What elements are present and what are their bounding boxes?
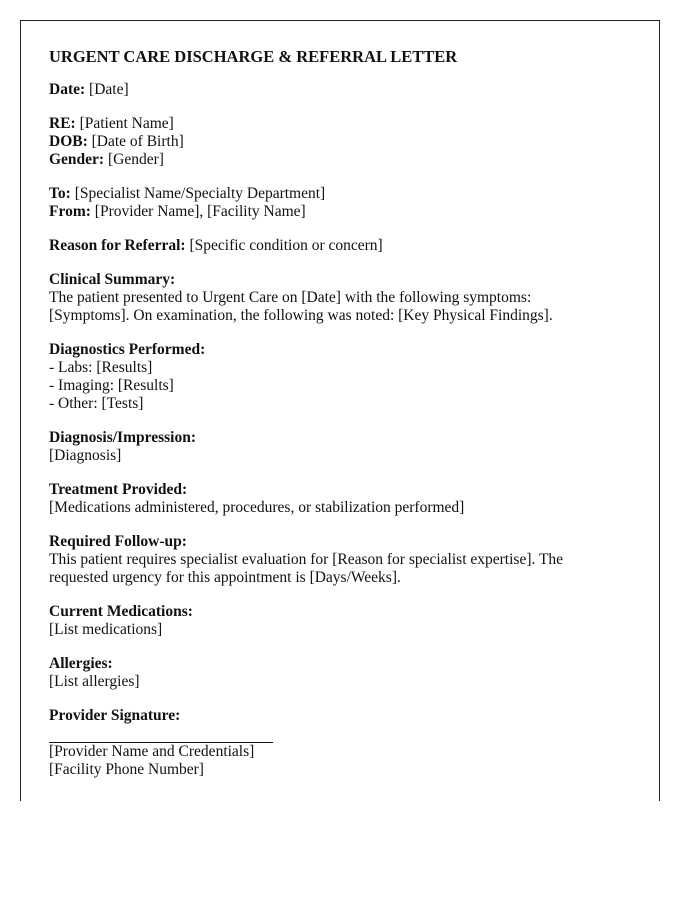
follow-up-line-1: This patient requires specialist evaluation for [Reason for specialist expertise]. The — [49, 551, 564, 568]
letter-page — [20, 20, 660, 801]
patient-section — [49, 115, 639, 169]
reason-label: Reason for Referral: — [49, 237, 186, 254]
gender-line — [49, 151, 639, 169]
reason-value: [Specific condition or concern] — [189, 237, 383, 254]
diagnostics-section — [49, 341, 639, 413]
from-line — [49, 203, 639, 221]
clinical-summary-heading: Clinical Summary: — [49, 271, 176, 288]
diagnosis-value: [Diagnosis] — [49, 447, 122, 464]
follow-up-heading: Required Follow-up: — [49, 533, 187, 550]
dob-label: DOB: — [49, 133, 88, 150]
gender-value: [Gender] — [107, 151, 164, 168]
provider-name-credentials: [Provider Name and Credentials] — [49, 743, 255, 760]
diagnostics-item-other: - Other: [Tests] — [49, 395, 144, 412]
gender-label: Gender: — [49, 151, 105, 168]
routing-section — [49, 185, 639, 221]
clinical-summary-section — [49, 271, 639, 325]
treatment-value: [Medications administered, procedures, or stabilization performed] — [49, 499, 465, 516]
from-label: From: — [49, 203, 91, 220]
reason-line — [49, 237, 639, 255]
signature-line[interactable] — [49, 725, 273, 743]
treatment-section — [49, 481, 639, 517]
date-label: Date: — [49, 81, 86, 98]
follow-up-section — [49, 533, 639, 587]
medications-heading: Current Medications: — [49, 603, 193, 620]
allergies-section — [49, 655, 639, 691]
patient-name-value: [Patient Name] — [79, 115, 174, 132]
allergies-heading: Allergies: — [49, 655, 113, 672]
date-section — [49, 81, 639, 99]
diagnostics-heading: Diagnostics Performed: — [49, 341, 206, 358]
re-line — [49, 115, 639, 133]
diagnosis-section — [49, 429, 639, 465]
follow-up-line-2: requested urgency for this appointment is [Days/Weeks]. — [49, 569, 401, 586]
facility-phone: [Facility Phone Number] — [49, 761, 204, 778]
date-line — [49, 81, 639, 99]
medications-section — [49, 603, 639, 639]
diagnostics-item-labs: - Labs: [Results] — [49, 359, 153, 376]
dob-value: [Date of Birth] — [91, 133, 184, 150]
signature-section — [49, 707, 639, 779]
re-label: RE: — [49, 115, 76, 132]
letter-title: URGENT CARE DISCHARGE & REFERRAL LETTER — [49, 47, 458, 66]
to-label: To: — [49, 185, 71, 202]
letter-content — [49, 47, 639, 795]
signature-heading: Provider Signature: — [49, 707, 181, 724]
from-value: [Provider Name], [Facility Name] — [94, 203, 306, 220]
to-line — [49, 185, 639, 203]
treatment-heading: Treatment Provided: — [49, 481, 188, 498]
diagnostics-item-imaging: - Imaging: [Results] — [49, 377, 174, 394]
allergies-value: [List allergies] — [49, 673, 140, 690]
clinical-summary-line-1: The patient presented to Urgent Care on [Date] with the following symptoms: — [49, 289, 532, 306]
date-value: [Date] — [89, 81, 129, 98]
to-value: [Specialist Name/Specialty Department] — [74, 185, 326, 202]
diagnosis-heading: Diagnosis/Impression: — [49, 429, 196, 446]
clinical-summary-line-2: [Symptoms]. On examination, the following was noted: [Key Physical Findings]. — [49, 307, 553, 324]
medications-value: [List medications] — [49, 621, 163, 638]
reason-section — [49, 237, 639, 255]
dob-line — [49, 133, 639, 151]
